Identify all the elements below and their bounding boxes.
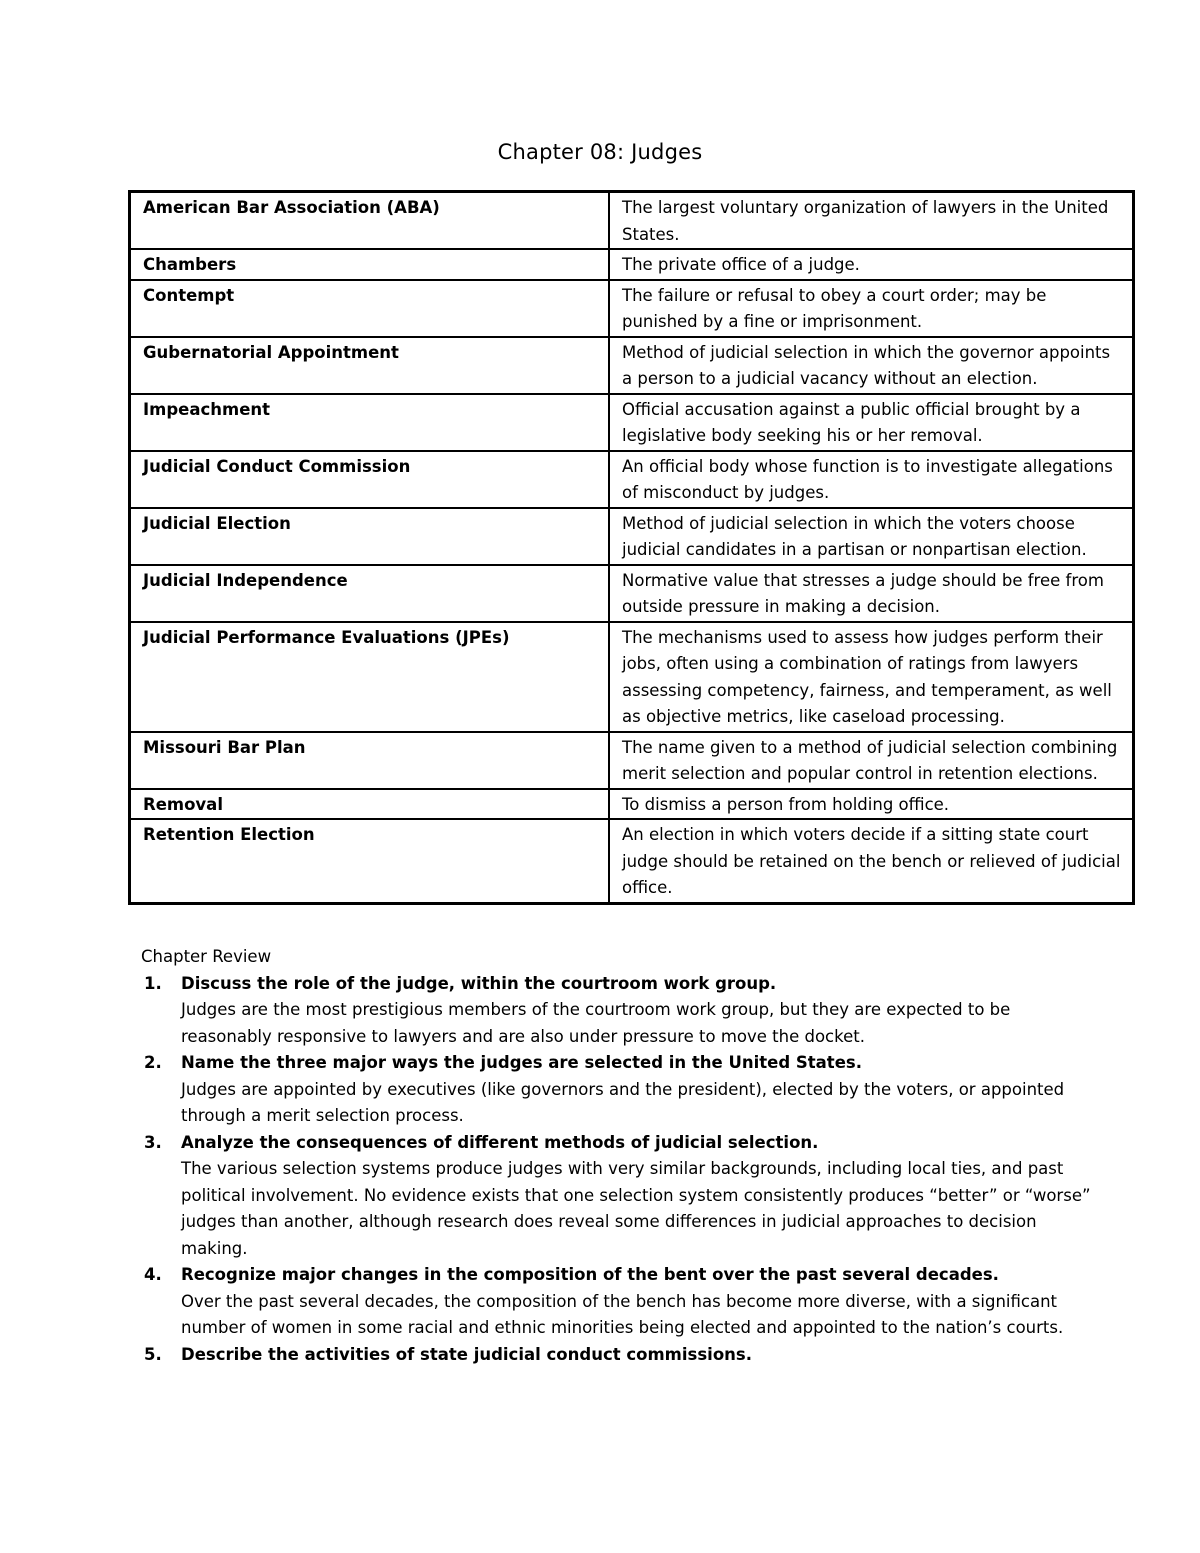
glossary-term: Retention Election: [130, 819, 610, 903]
review-item: [141, 971, 1101, 1051]
glossary-definition: Official accusation against a public official brought by a legislative body seeking his or her removal.: [609, 394, 1134, 451]
review-answer: Judges are the most prestigious members of the courtroom work group, but they are expected to be reasonably responsive to lawyers and are also under pressure to move the docket.: [181, 1000, 1011, 1046]
review-question: Describe the activities of state judicial conduct commissions.: [181, 1344, 752, 1364]
review-question: Analyze the consequences of different methods of judicial selection.: [181, 1132, 819, 1152]
glossary-term: Contempt: [130, 280, 610, 337]
glossary-term: Judicial Conduct Commission: [130, 451, 610, 508]
table-row: [130, 565, 1134, 622]
glossary-definition: The name given to a method of judicial selection combining merit selection and popular control in retention elections.: [609, 732, 1134, 789]
review-item-number: 2.: [144, 1053, 162, 1072]
page-title: Chapter 08: Judges: [497, 140, 703, 164]
review-item: [141, 1342, 1101, 1369]
review-item-number: 1.: [144, 973, 162, 993]
table-row: [130, 508, 1134, 565]
chapter-review: [141, 944, 1101, 1368]
glossary-definition: The largest voluntary organization of lawyers in the United States.: [609, 192, 1134, 250]
glossary-term: Impeachment: [130, 394, 610, 451]
table-row: [130, 732, 1134, 789]
glossary-term: Judicial Performance Evaluations (JPEs): [130, 622, 610, 732]
review-answer: Judges are appointed by executives (like governors and the president), elected by the voters, or appointed through a merit selection process.: [181, 1079, 1065, 1125]
table-row: [130, 622, 1134, 732]
glossary-definition: An election in which voters decide if a sitting state court judge should be retained on the bench or relieved of judicial office.: [609, 819, 1134, 903]
glossary-definition: Method of judicial selection in which the governor appoints a person to a judicial vacancy without an election.: [609, 337, 1134, 394]
table-row: [130, 337, 1134, 394]
glossary-definition: Normative value that stresses a judge should be free from outside pressure in making a decision.: [609, 565, 1134, 622]
review-item-number: 3.: [144, 1132, 162, 1152]
glossary-term: Judicial Independence: [130, 565, 610, 622]
table-row: [130, 451, 1134, 508]
glossary-definition: An official body whose function is to investigate allegations of misconduct by judges.: [609, 451, 1134, 508]
review-item: [141, 1130, 1101, 1263]
glossary-definition: Method of judicial selection in which the voters choose judicial candidates in a partisan or nonpartisan election.: [609, 508, 1134, 565]
table-row: [130, 192, 1134, 250]
glossary-term: American Bar Association (ABA): [130, 192, 610, 250]
review-question: Name the three major ways the judges are selected in the United States.: [181, 1053, 862, 1072]
review-item: [141, 1262, 1101, 1342]
review-heading: Chapter Review: [141, 947, 272, 966]
glossary-term: Chambers: [130, 249, 610, 280]
review-list: [141, 971, 1101, 1369]
glossary-definition: The mechanisms used to assess how judges perform their jobs, often using a combination of ratings from lawyers assessing competency, fairness, and temperament, as well as objective metrics, like caseload processing.: [609, 622, 1134, 732]
glossary-term: Removal: [130, 789, 610, 820]
table-row: [130, 819, 1134, 903]
table-row: [130, 394, 1134, 451]
table-row: [130, 280, 1134, 337]
review-question: Recognize major changes in the composition of the bent over the past several decades.: [181, 1265, 999, 1284]
review-question: Discuss the role of the judge, within the courtroom work group.: [181, 973, 777, 993]
table-row: [130, 789, 1134, 820]
glossary-definition: The private office of a judge.: [609, 249, 1134, 280]
review-answer: Over the past several decades, the composition of the bench has become more diverse, with a significant number of women in some racial and ethnic minorities being elected and appointed to the nation’s courts.: [181, 1291, 1064, 1337]
review-item: [141, 1050, 1101, 1130]
glossary-term: Missouri Bar Plan: [130, 732, 610, 789]
table-row: [130, 249, 1134, 280]
glossary-definition: The failure or refusal to obey a court order; may be punished by a fine or imprisonment.: [609, 280, 1134, 337]
review-item-number: 4.: [144, 1265, 162, 1284]
review-item-number: 5.: [144, 1344, 162, 1364]
review-answer: The various selection systems produce judges with very similar backgrounds, including local ties, and past political involvement. No evidence exists that one selection system consistently produces “better” or “worse” judges than another, although research does reveal some differences in judicial approaches to decision making.: [181, 1159, 1091, 1258]
glossary-table: [128, 190, 1135, 905]
glossary-term: Gubernatorial Appointment: [130, 337, 610, 394]
glossary-term: Judicial Election: [130, 508, 610, 565]
glossary-definition: To dismiss a person from holding office.: [609, 789, 1134, 820]
